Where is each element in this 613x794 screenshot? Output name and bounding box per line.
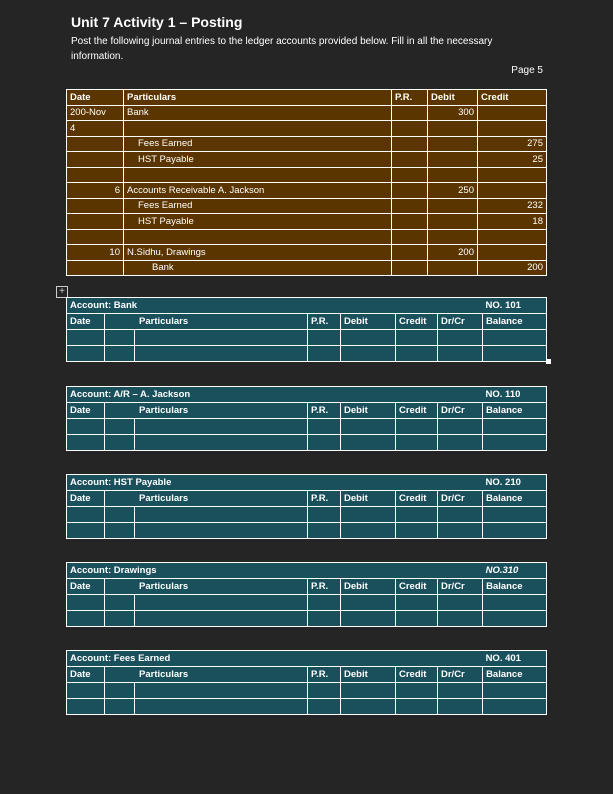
- journal-date-cell[interactable]: [67, 198, 124, 214]
- journal-particulars-cell[interactable]: Accounts Receivable A. Jackson: [124, 183, 392, 199]
- journal-date-cell[interactable]: 200-Nov: [67, 105, 124, 121]
- journal-debit-cell[interactable]: [428, 152, 478, 168]
- ledger-fees-earned: [66, 650, 547, 715]
- journal-header-particulars: Particulars: [124, 90, 392, 106]
- ledger-column-header-row: [67, 314, 547, 330]
- journal-pr-cell[interactable]: [392, 136, 428, 152]
- account-number: NO. 210: [483, 475, 547, 491]
- journal-header-debit: Debit: [428, 90, 478, 106]
- journal-row: [67, 105, 547, 121]
- journal-pr-cell[interactable]: [392, 152, 428, 168]
- account-name: Account: A/R – A. Jackson: [67, 387, 483, 403]
- journal-date-cell[interactable]: [67, 152, 124, 168]
- journal-pr-cell[interactable]: [392, 214, 428, 230]
- journal-credit-cell[interactable]: [478, 229, 547, 245]
- ledger-header-date: Date: [67, 579, 105, 595]
- journal-pr-cell[interactable]: [392, 121, 428, 137]
- ledger-header-pr: P.R.: [308, 314, 341, 330]
- journal-particulars-cell[interactable]: Bank: [124, 105, 392, 121]
- ledger-header-balance: Balance: [483, 491, 547, 507]
- page-number: Page 5: [511, 65, 543, 76]
- ledger-header-credit: Credit: [396, 491, 438, 507]
- journal-pr-cell[interactable]: [392, 105, 428, 121]
- journal-header-date: Date: [67, 90, 124, 106]
- journal-header-row: [67, 90, 547, 106]
- journal-credit-cell[interactable]: 200: [478, 260, 547, 276]
- journal-credit-cell[interactable]: 25: [478, 152, 547, 168]
- journal-date-cell[interactable]: 10: [67, 245, 124, 261]
- selection-resize-handle[interactable]: [546, 359, 551, 364]
- journal-debit-cell[interactable]: [428, 167, 478, 183]
- journal-date-cell[interactable]: [67, 214, 124, 230]
- ledger-header-drcr: Dr/Cr: [438, 403, 483, 419]
- journal-pr-cell[interactable]: [392, 245, 428, 261]
- journal-pr-cell[interactable]: [392, 229, 428, 245]
- journal-table: [66, 89, 547, 276]
- journal-debit-cell[interactable]: [428, 198, 478, 214]
- journal-credit-cell[interactable]: [478, 105, 547, 121]
- journal-debit-cell[interactable]: [428, 260, 478, 276]
- journal-row: [67, 136, 547, 152]
- ledger-header-drcr: Dr/Cr: [438, 314, 483, 330]
- ledger-header-particulars: Particulars: [105, 579, 308, 595]
- ledger-header-date: Date: [67, 403, 105, 419]
- journal-credit-cell[interactable]: [478, 183, 547, 199]
- journal-date-cell[interactable]: 6: [67, 183, 124, 199]
- account-number: NO. 110: [483, 387, 547, 403]
- ledger-header-debit: Debit: [341, 491, 396, 507]
- ledger-header-drcr: Dr/Cr: [438, 491, 483, 507]
- account-header-row: [67, 298, 547, 314]
- ledger-entry-row[interactable]: [67, 507, 547, 523]
- journal-row: [67, 245, 547, 261]
- journal-credit-cell[interactable]: 18: [478, 214, 547, 230]
- ledger-column-header-row: [67, 491, 547, 507]
- ledger-header-date: Date: [67, 491, 105, 507]
- ledger-header-drcr: Dr/Cr: [438, 579, 483, 595]
- ledger-drawings: [66, 562, 547, 627]
- instructions: Post the following journal entries to the ledger accounts provided below. Fill in all the necessary information.: [71, 36, 493, 62]
- journal-debit-cell[interactable]: 200: [428, 245, 478, 261]
- ledger-entry-row[interactable]: [67, 595, 547, 611]
- ledger-entry-row[interactable]: [67, 683, 547, 699]
- ledger-column-header-row: [67, 403, 547, 419]
- account-header-row: [67, 475, 547, 491]
- ledger-entry-row[interactable]: [67, 419, 547, 435]
- ledger-entry-row[interactable]: [67, 346, 547, 362]
- journal-row: [67, 183, 547, 199]
- account-name: Account: HST Payable: [67, 475, 483, 491]
- ledger-header-balance: Balance: [483, 314, 547, 330]
- journal-row: [67, 167, 547, 183]
- journal-particulars-cell[interactable]: Fees Earned: [124, 198, 392, 214]
- journal-row: [67, 214, 547, 230]
- journal-debit-cell[interactable]: 300: [428, 105, 478, 121]
- ledger-entry-row[interactable]: [67, 523, 547, 539]
- ledger-entry-row[interactable]: [67, 330, 547, 346]
- ledger-header-balance: Balance: [483, 403, 547, 419]
- journal-particulars-cell[interactable]: N.Sidhu, Drawings: [124, 245, 392, 261]
- ledger-header-particulars: Particulars: [105, 491, 308, 507]
- journal-header-pr: P.R.: [392, 90, 428, 106]
- journal-row: [67, 152, 547, 168]
- account-header-row: [67, 563, 547, 579]
- account-header-row: [67, 651, 547, 667]
- ledger-header-debit: Debit: [341, 403, 396, 419]
- ledger-header-balance: Balance: [483, 579, 547, 595]
- ledger-header-credit: Credit: [396, 667, 438, 683]
- ledger-header-debit: Debit: [341, 579, 396, 595]
- journal-credit-cell[interactable]: [478, 167, 547, 183]
- ledger-header-drcr: Dr/Cr: [438, 667, 483, 683]
- ledger-header-pr: P.R.: [308, 491, 341, 507]
- journal-date-cell[interactable]: [67, 167, 124, 183]
- ledger-header-particulars: Particulars: [105, 403, 308, 419]
- journal-credit-cell[interactable]: [478, 245, 547, 261]
- journal-pr-cell[interactable]: [392, 260, 428, 276]
- account-name: Account: Drawings: [67, 563, 483, 579]
- journal-particulars-cell[interactable]: [124, 121, 392, 137]
- ledger-header-credit: Credit: [396, 314, 438, 330]
- journal-credit-cell[interactable]: [478, 121, 547, 137]
- journal-date-cell[interactable]: [67, 260, 124, 276]
- ledger-header-debit: Debit: [341, 667, 396, 683]
- ledger-header-debit: Debit: [341, 314, 396, 330]
- ledger-header-particulars: Particulars: [105, 667, 308, 683]
- ledger-header-credit: Credit: [396, 403, 438, 419]
- ledger-hst-payable: [66, 474, 547, 539]
- journal-pr-cell[interactable]: [392, 167, 428, 183]
- journal-pr-cell[interactable]: [392, 198, 428, 214]
- journal-row: [67, 260, 547, 276]
- journal-particulars-cell[interactable]: Fees Earned: [124, 136, 392, 152]
- journal-particulars-cell[interactable]: HST Payable: [124, 152, 392, 168]
- journal-header-credit: Credit: [478, 90, 547, 106]
- ledger-header-credit: Credit: [396, 579, 438, 595]
- journal-particulars-cell[interactable]: [124, 229, 392, 245]
- ledger-column-header-row: [67, 667, 547, 683]
- ledger-header-particulars: Particulars: [105, 314, 308, 330]
- account-number: NO.310: [483, 563, 547, 579]
- table-move-handle-icon[interactable]: +: [56, 286, 68, 298]
- journal-credit-cell[interactable]: 232: [478, 198, 547, 214]
- journal-debit-cell[interactable]: [428, 214, 478, 230]
- ledger-header-balance: Balance: [483, 667, 547, 683]
- ledger-ar-jackson: [66, 386, 547, 451]
- ledger-column-header-row: [67, 579, 547, 595]
- journal-pr-cell[interactable]: [392, 183, 428, 199]
- ledger-header-pr: P.R.: [308, 579, 341, 595]
- journal-particulars-cell[interactable]: [124, 167, 392, 183]
- account-header-row: [67, 387, 547, 403]
- journal-debit-cell[interactable]: [428, 136, 478, 152]
- ledger-header-pr: P.R.: [308, 667, 341, 683]
- journal-particulars-cell[interactable]: HST Payable: [124, 214, 392, 230]
- journal-debit-cell[interactable]: [428, 121, 478, 137]
- page-title: Unit 7 Activity 1 – Posting: [71, 14, 243, 30]
- journal-date-cell[interactable]: [67, 229, 124, 245]
- journal-debit-cell[interactable]: [428, 229, 478, 245]
- account-name: Account: Bank: [67, 298, 483, 314]
- journal-date-cell[interactable]: 4: [67, 121, 124, 137]
- ledger-header-pr: P.R.: [308, 403, 341, 419]
- account-name: Account: Fees Earned: [67, 651, 483, 667]
- journal-debit-cell[interactable]: 250: [428, 183, 478, 199]
- ledger-header-date: Date: [67, 314, 105, 330]
- journal-row: [67, 198, 547, 214]
- ledger-entry-row[interactable]: [67, 699, 547, 715]
- journal-row: [67, 229, 547, 245]
- account-number: NO. 101: [483, 298, 547, 314]
- journal-credit-cell[interactable]: 275: [478, 136, 547, 152]
- ledger-entry-row[interactable]: [67, 611, 547, 627]
- journal-row: [67, 121, 547, 137]
- journal-date-cell[interactable]: [67, 136, 124, 152]
- ledger-bank: [66, 297, 547, 362]
- ledger-header-date: Date: [67, 667, 105, 683]
- account-number: NO. 401: [483, 651, 547, 667]
- journal-particulars-cell[interactable]: Bank: [124, 260, 392, 276]
- ledger-entry-row[interactable]: [67, 435, 547, 451]
